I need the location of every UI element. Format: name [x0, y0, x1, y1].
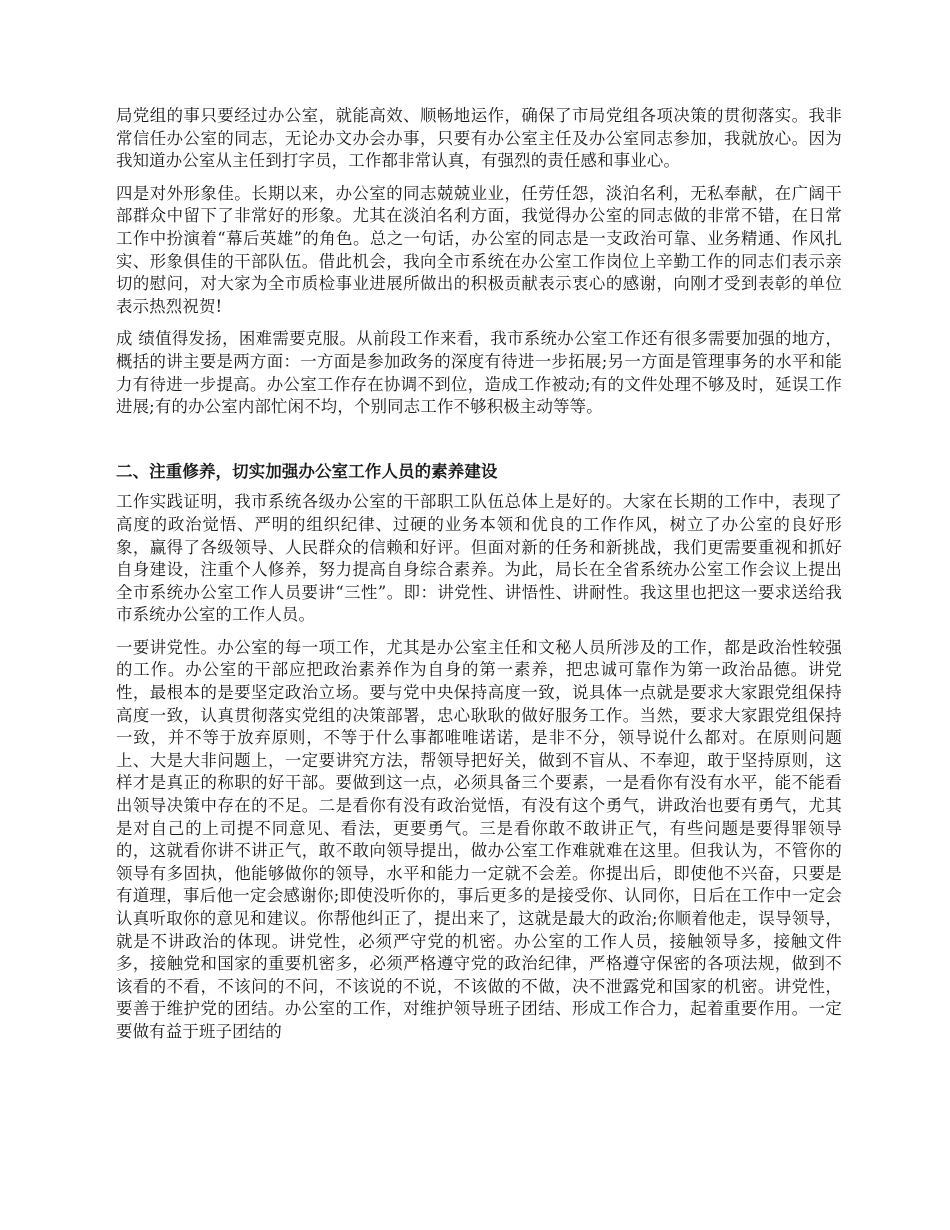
- paragraph-4: 工作实践证明，我市系统各级办公室的干部职工队伍总体上是好的。大家在长期的工作中，表现了高度的政治觉悟、严明的组织纪律、过硬的业务本领和优良的工作作风，树立了办公室的良好形象，赢得了各级领导、人民群众的信赖和好评。但面对新的任务和新挑战，我们更需要重视和抓好自身建设，注重个人修养，努力提高自身综合素养。为此，局长在全省系统办公室工作会议上提出全市系统办公室工作人员要讲“三性”。即：讲党性、讲悟性、讲耐性。我这里也把这一要求送给我市系统办公室的工作人员。: [116, 492, 842, 625]
- paragraph-5: 一要讲党性。办公室的每一项工作，尤其是办公室主任和文秘人员所涉及的工作，都是政治性较强的工作。办公室的干部应把政治素养作为自身的第一素养，把忠诚可靠作为第一政治品德。讲党性，最根本的是要坚定政治立场。要与党中央保持高度一致，说具体一点就是要求大家跟党组保持高度一致，认真贯彻落实党组的决策部署，忠心耿耿的做好服务工作。当然，要求大家跟党组保持一致，并不等于放弃原则，不等于什么事都唯唯诺诺，是非不分，领导说什么都对。在原则问题上、大是大非问题上，一定要讲究方法，帮领导把好关，做到不盲从、不奉迎，敢于坚持原则，这样才是真正的称职的好干部。要做到这一点，必须具备三个要素，一是看你有没有水平，能不能看出领导决策中存在的不足。二是看你有没有政治觉悟，有没有这个勇气，讲政治也要有勇气，尤其是对自己的上司提不同意见、看法，更要勇气。三是看你敢不敢讲正气，有些问题是要得罪领导的，这就看你讲不讲正气，敢不敢向领导提出，做办公室工作难就难在这里。但我认为，不管你的领导有多固执，他能够做你的领导，水平和能力一定就不会差。你提出后，即使他不兴奋，只要是有道理，事后他一定会感谢你;即使没听你的，事后更多的是接受你、认同你，日后在工作中一定会认真听取你的意见和建议。你帮他纠正了，提出来了，这就是最大的政治;你顺着他走，误导领导，就是不讲政治的体现。讲党性，必须严守党的机密。办公室的工作人员，接触领导多，接触文件多，接触党和国家的重要机密多，必须严格遵守党的政治纪律，严格遵守保密的各项法规，做到不该看的不看，不该问的不问，不该说的不说，不该做的不做，决不泄露党和国家的机密。讲党性，要善于维护党的团结。办公室的工作，对维护领导班子团结、形成工作合力，起着重要作用。一定要做有益于班子团结的: [116, 637, 842, 1041]
- section-heading: 二、注重修养，切实加强办公室工作人员的素养建设: [116, 461, 498, 481]
- document-page: [116, 105, 842, 1054]
- paragraph-1: 局党组的事只要经过办公室，就能高效、顺畅地运作，确保了市局党组各项决策的贯彻落实。我非常信任办公室的同志，无论办文办会办事，只要有办公室主任及办公室同志参加，我就放心。因为我知道办公室从主任到打字员，工作都非常认真，有强烈的责任感和事业心。: [116, 106, 842, 171]
- paragraph-2: 四是对外形象佳。长期以来，办公室的同志兢兢业业，任劳任怨，淡泊名利，无私奉献，在广阔干部群众中留下了非常好的形象。尤其在淡泊名利方面，我觉得办公室的同志做的非常不错，在日常工作中扮演着“幕后英雄”的角色。总之一句话，办公室的同志是一支政治可靠、业务精通、作风扎实、形象俱佳的干部队伍。借此机会，我向全市系统在办公室工作岗位上辛勤工作的同志们表示亲切的慰问，对大家为全市质检事业进展所做出的积极贡献表示衷心的感谢，向刚才受到表彰的单位表示热烈祝贺!: [116, 183, 842, 316]
- paragraph-3: 成 绩值得发扬，困难需要克服。从前段工作来看，我市系统办公室工作还有很多需要加强的地方，概括的讲主要是两方面：一方面是参加政务的深度有待进一步拓展;另一方面是管理事务的水平和能力有待进一步提高。办公室工作存在协调不到位，造成工作被动;有的文件处理不够及时，延误工作进展;有的办公室内部忙闲不均，个别同志工作不够积极主动等等。: [116, 329, 842, 417]
